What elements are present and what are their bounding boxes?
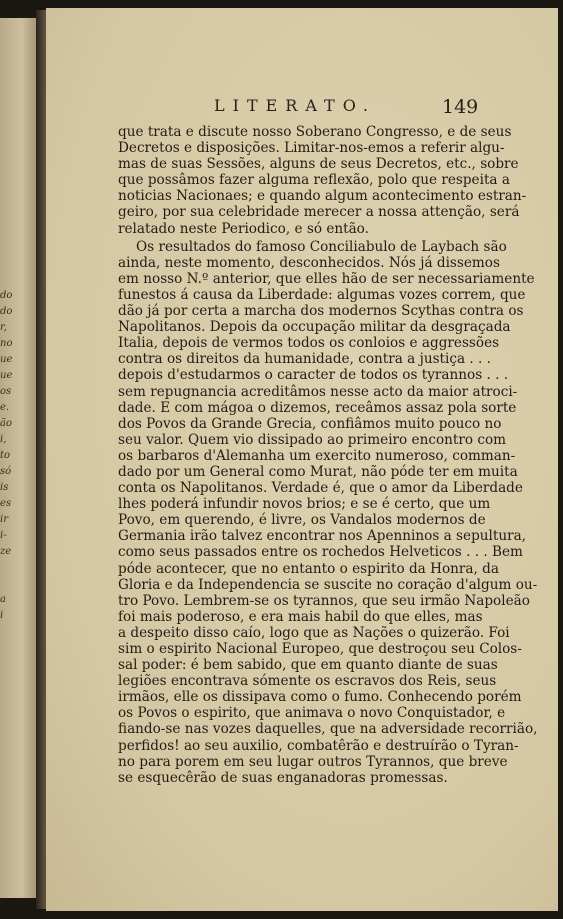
facing-page-fragment: [0, 576, 30, 592]
text-line: Povo, em querendo, é livre, os Vandalos modernos de: [118, 512, 486, 529]
text-line: geiro, por sua celebridade merecer a nossa attenção, será: [118, 204, 520, 221]
text-line: Italia, depois de vermos todos os conloios e aggressões: [118, 335, 500, 352]
facing-page-fragment: do: [0, 306, 13, 317]
page-number: 149: [442, 96, 479, 118]
text-line: ainda, neste momento, desconhecidos. Nós já dissemos: [118, 254, 500, 271]
text-line: contra os direitos da humanidade, contra a justiça . . .: [118, 351, 491, 368]
text-line: relatado neste Periodico, e só então.: [118, 220, 369, 237]
text-line: noticias Nacionaes; e quando algum acontecimento estran-: [118, 188, 527, 205]
text-line: lhes poderá infundir novos brios; e se é certo, que um: [118, 496, 491, 513]
text-line: a despeito disso caío, logo que as Nações o quizerão. Foi: [118, 624, 510, 641]
text-line: conta os Napolitanos. Verdade é, que o amor da Liberdade: [118, 480, 523, 497]
text-line: dado por um General como Murat, não póde ter em muita: [118, 463, 518, 480]
facing-page-fragment: r,: [0, 322, 7, 333]
facing-page-fragment: [0, 624, 30, 640]
text-line: os Povos o espirito, que animava o novo Conquistador, e: [118, 705, 506, 722]
facing-page-fragment: to: [0, 450, 11, 461]
facing-page-fragment: i: [0, 610, 4, 621]
text-line: sim o espirito Nacional Europeo, que destroçou seu Colos-: [118, 641, 522, 657]
facing-page-fragment: ue: [0, 354, 13, 365]
facing-page-fragment: do: [0, 290, 13, 301]
running-head: LITERATO.: [214, 96, 376, 115]
text-line: em nosso N.º anterior, que elles hão de ser necessariamente: [118, 270, 535, 287]
text-line: perfidos! ao seu auxilio, combatêrão e destruírão o Tyran-: [118, 737, 519, 754]
text-line: que possâmos fazer alguma reflexão, polo que respeita a: [118, 172, 510, 189]
facing-page-fragment: i-: [0, 530, 7, 541]
text-line: sem repugnancia acreditâmos nesse acto da maior atroci-: [118, 383, 518, 400]
text-line: póde acontecer, que no entanto o espirito da Honra, da: [118, 560, 499, 577]
text-line: legiões encontrava sómente os escravos dos Reis, seus: [118, 673, 497, 690]
facing-page-edge: [0, 18, 36, 898]
text-line: dão já por certa a marcha dos modernos Scythas contra os: [118, 303, 524, 320]
book-page: [46, 8, 558, 911]
facing-page-fragment: [0, 560, 30, 576]
text-line: Decretos e disposições. Limitar-nos-emos a referir algu-: [118, 140, 505, 157]
text-line: mas de suas Sessões, alguns de seus Decretos, etc., sobre: [118, 156, 519, 173]
text-line: se esquecêrão de suas enganadoras promessas.: [118, 769, 448, 786]
text-line: dos Povos da Grande Grecia, confiâmos muito pouco no: [118, 415, 502, 432]
text-line: depois d'estudarmos o caracter de todos os tyrannos . . .: [118, 367, 509, 384]
text-line: dade. E com mágoa o dizemos, receâmos assaz pola sorte: [118, 399, 517, 416]
text-line: como seus passados entre os rochedos Helveticos . . . Bem: [118, 544, 523, 561]
facing-page-fragment: ir: [0, 514, 8, 525]
text-line: funestos á causa da Liberdade: algumas vozes correm, que: [118, 286, 526, 303]
facing-page-fragment: ão: [0, 418, 12, 429]
facing-page-fragment: e.: [0, 402, 10, 413]
text-line: seu valor. Quem vio dissipado ao primeiro encontro com: [118, 431, 507, 448]
facing-page-fragment: is: [0, 482, 9, 493]
text-line: no para porem em seu lugar outros Tyrannos, que breve: [118, 753, 508, 770]
text-line: Napolitanos. Depois da occupação militar da desgraçada: [118, 319, 511, 336]
facing-page-fragment: ze: [0, 546, 12, 557]
facing-page-fragment: es: [0, 498, 12, 509]
text-line: foi mais poderoso, e era mais habil do que elles, mas: [118, 608, 483, 625]
text-line: Os resultados do famoso Conciliabulo de Laybach são: [136, 238, 507, 255]
facing-page-fragment: os: [0, 386, 12, 397]
text-line: que trata e discute nosso Soberano Congresso, e de seus: [118, 124, 512, 140]
facing-page-fragment: [0, 640, 30, 656]
text-line: tro Povo. Lembrem-se os tyrannos, que seu irmão Napoleão: [118, 592, 530, 609]
facing-page-fragment: a: [0, 594, 6, 605]
text-line: Germania irão talvez encontrar nos Apenninos a sepultura,: [118, 528, 527, 545]
facing-page-fragment: ue: [0, 370, 13, 381]
text-line: os barbaros d'Alemanha um exercito numeroso, comman-: [118, 447, 516, 464]
text-line: Gloria e da Independencia se suscite no coração d'algum ou-: [118, 576, 538, 593]
text-line: fiando-se nas vozes daquelles, que na adversidade recorrião,: [118, 721, 538, 738]
text-line: irmãos, elle os dissipava como o fumo. Conhecendo porém: [118, 689, 522, 706]
facing-page-fragment: no: [0, 338, 13, 349]
facing-page-text-fragments: [0, 288, 30, 656]
facing-page-fragment: só: [0, 466, 12, 477]
body-text: [118, 124, 538, 786]
text-line: sal poder: é bem sabido, que em quanto diante de suas: [118, 657, 498, 674]
facing-page-fragment: i,: [0, 434, 7, 445]
